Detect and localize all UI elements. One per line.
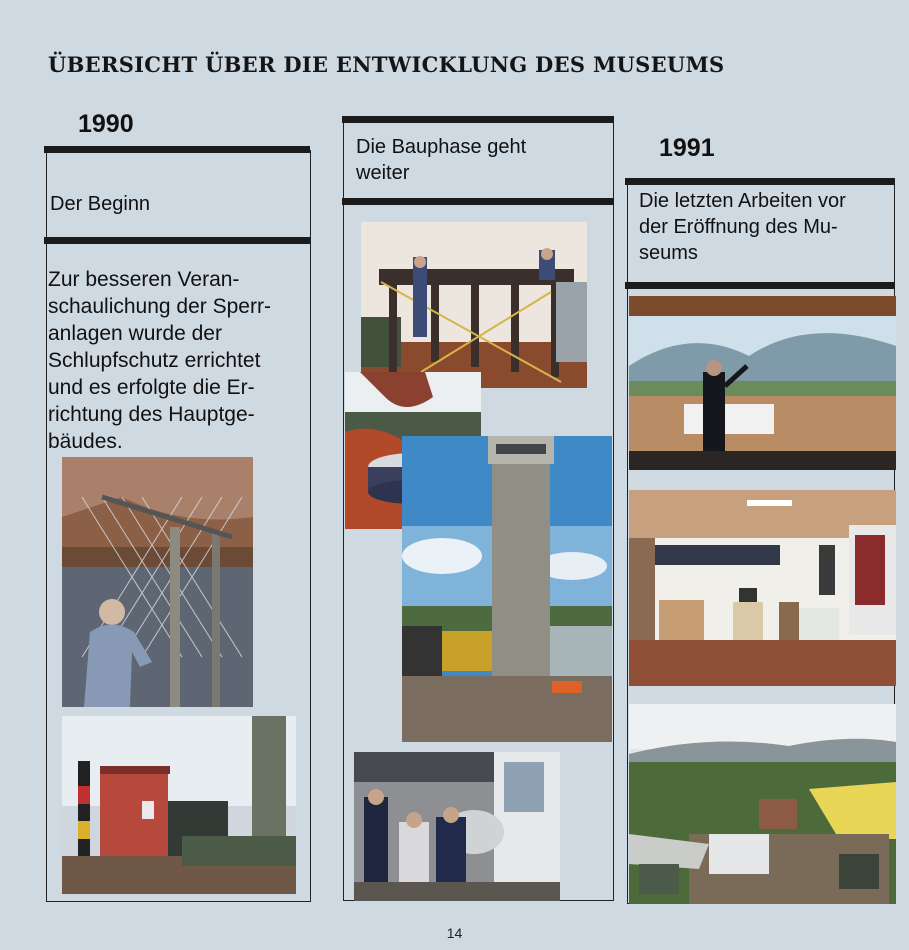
roof-construction-photo (361, 222, 587, 388)
column1-bottom-border (46, 901, 311, 902)
year-1991: 1991 (659, 134, 715, 162)
workers-truck-photo (354, 752, 560, 901)
aerial-view-photo (629, 704, 896, 904)
column1-top-rule (44, 146, 310, 153)
page-title: ÜBERSICHT ÜBER DIE ENTWICKLUNG DES MUSEUMS (48, 52, 725, 77)
page-number: 14 (446, 925, 463, 941)
watchtower-photo (402, 436, 612, 742)
column1-right-border (310, 150, 311, 902)
column1-left-border (46, 150, 47, 902)
column2-mid-rule (342, 198, 614, 205)
column2-top-rule (342, 116, 614, 123)
building-photo (62, 716, 296, 894)
mural-painting-photo (629, 296, 896, 470)
column1-heading: Der Beginn (50, 193, 151, 215)
column3-heading: Die letzten Arbeiten vor der Eröffnung des Mu- seums (639, 190, 846, 264)
year-1990: 1990 (78, 110, 134, 138)
column2-left-border (343, 120, 344, 901)
column1-mid-rule (44, 237, 310, 244)
column2-heading: Die Bauphase geht weiter (356, 136, 527, 184)
column2-right-border (613, 120, 614, 901)
column3-left-border (627, 182, 628, 904)
column3-mid-rule (625, 282, 895, 289)
museum-interior-photo (629, 490, 896, 686)
column1-body-text: Zur besseren Veran- schaulichung der Sperr- anlagen wurde der Schlupfschutz errichtet und es erfolgte die Er- richtung des Hauptge- bäudes. (48, 268, 271, 453)
fence-photo (62, 457, 253, 707)
column3-top-rule (625, 178, 895, 185)
